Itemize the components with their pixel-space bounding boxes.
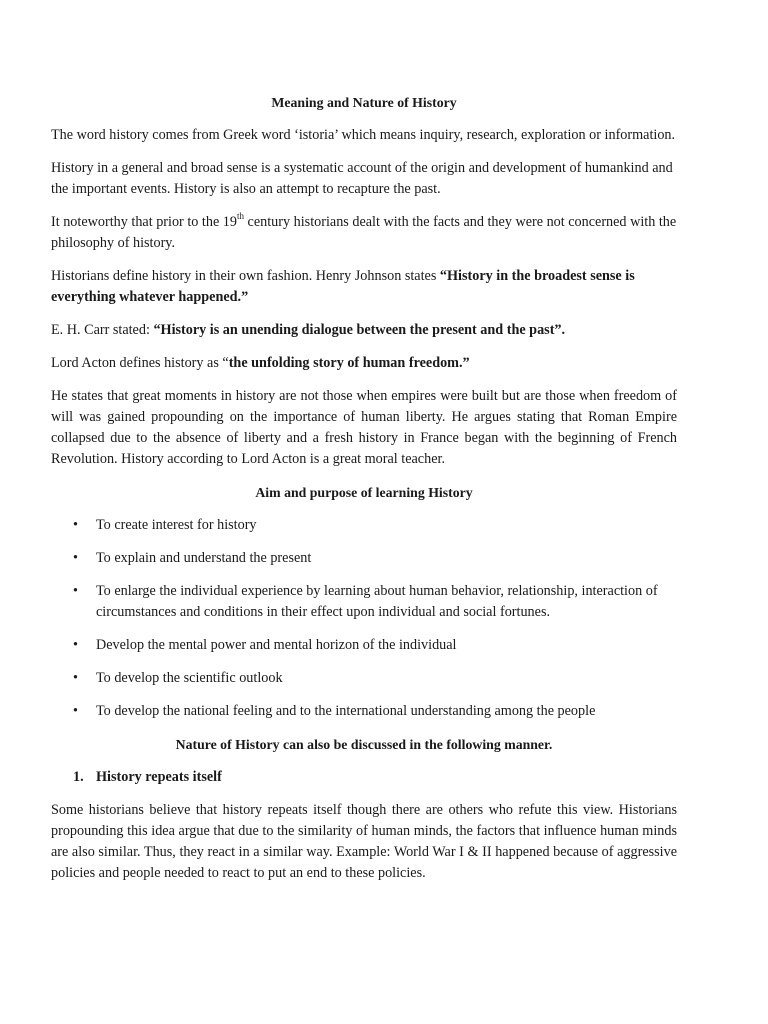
- list-item: [51, 548, 677, 569]
- lord-acton-quote: the unfolding story of human freedom.”: [228, 355, 470, 371]
- paragraph-great-moments: He states that great moments in history are not those when empires were built but are those when freedom of will was gained propounding on the importance of human liberty. He argues stating that Roman Empire collapsed due to the absence of liberty and a fresh history in France began with the beginning of French Revolution. History according to Lord Acton is a great moral teacher.: [51, 388, 677, 467]
- paragraph-eh-carr: [51, 320, 677, 341]
- bullet-icon: •: [73, 550, 78, 566]
- list-item-text: To develop the scientific outlook: [96, 670, 283, 686]
- list-item-text: To enlarge the individual experience by learning about human behavior, relationship, interaction of circumstances and conditions in their effect upon individual and social fortunes.: [96, 583, 658, 620]
- document-page: [51, 92, 677, 896]
- paragraph-history-repeats: Some historians believe that history repeats itself though there are others who refute this view. Historians propounding this idea argue that due to the similarity of human minds, the factors that influence human minds are also similar. Thus, they react in a similar way. Example: World War I & II happened because of aggressive policies and people needed to react to put an end to these policies.: [51, 802, 677, 881]
- paragraph-etymology: The word history comes from Greek word ‘istoria’ which means inquiry, research, exploration or information.: [51, 127, 676, 143]
- section-number: 1.: [73, 769, 84, 785]
- list-item-text: To explain and understand the present: [96, 550, 312, 566]
- section-1-heading: [51, 767, 677, 788]
- list-item-text: To create interest for history: [96, 517, 257, 533]
- list-item-text: To develop the national feeling and to the international understanding among the people: [96, 703, 596, 719]
- aim-bullet-list: [51, 515, 677, 722]
- list-item: [51, 581, 677, 623]
- paragraph-19th-century-text: It noteworthy that prior to the 19: [51, 214, 237, 230]
- henry-johnson-intro: Historians define history in their own fashion. Henry Johnson states: [51, 268, 440, 284]
- list-item: [51, 668, 677, 689]
- eh-carr-intro: E. H. Carr stated:: [51, 322, 154, 338]
- list-item: [51, 515, 677, 536]
- bullet-icon: •: [73, 703, 78, 719]
- paragraph-lord-acton: [51, 353, 677, 374]
- superscript-th: th: [236, 211, 244, 222]
- paragraph-19th-century: [51, 212, 677, 254]
- aim-heading: Aim and purpose of learning History: [255, 485, 473, 500]
- list-item: [51, 635, 677, 656]
- bullet-icon: •: [73, 583, 78, 599]
- list-item-text: Develop the mental power and mental horizon of the individual: [96, 637, 457, 653]
- document-title: Meaning and Nature of History: [271, 95, 457, 110]
- paragraph-henry-johnson: [51, 266, 677, 308]
- henry-johnson-quote: “History in the broadest sense is everything whatever happened.”: [51, 268, 635, 305]
- paragraph-definition: History in a general and broad sense is a systematic account of the origin and development of humankind and the important events. History is also an attempt to recapture the past.: [51, 160, 673, 197]
- lord-acton-intro: Lord Acton defines history as “: [51, 355, 229, 371]
- list-item: [51, 701, 677, 722]
- bullet-icon: •: [73, 517, 78, 533]
- eh-carr-quote: “History is an unending dialogue between the present and the past”.: [153, 322, 566, 338]
- section-heading-text: History repeats itself: [96, 769, 222, 785]
- bullet-icon: •: [73, 670, 78, 686]
- nature-heading: Nature of History can also be discussed in the following manner.: [175, 737, 553, 752]
- bullet-icon: •: [73, 637, 78, 653]
- paragraph-19th-century-rest: century historians dealt with the facts and they were not concerned with the philosophy of history.: [51, 214, 677, 251]
